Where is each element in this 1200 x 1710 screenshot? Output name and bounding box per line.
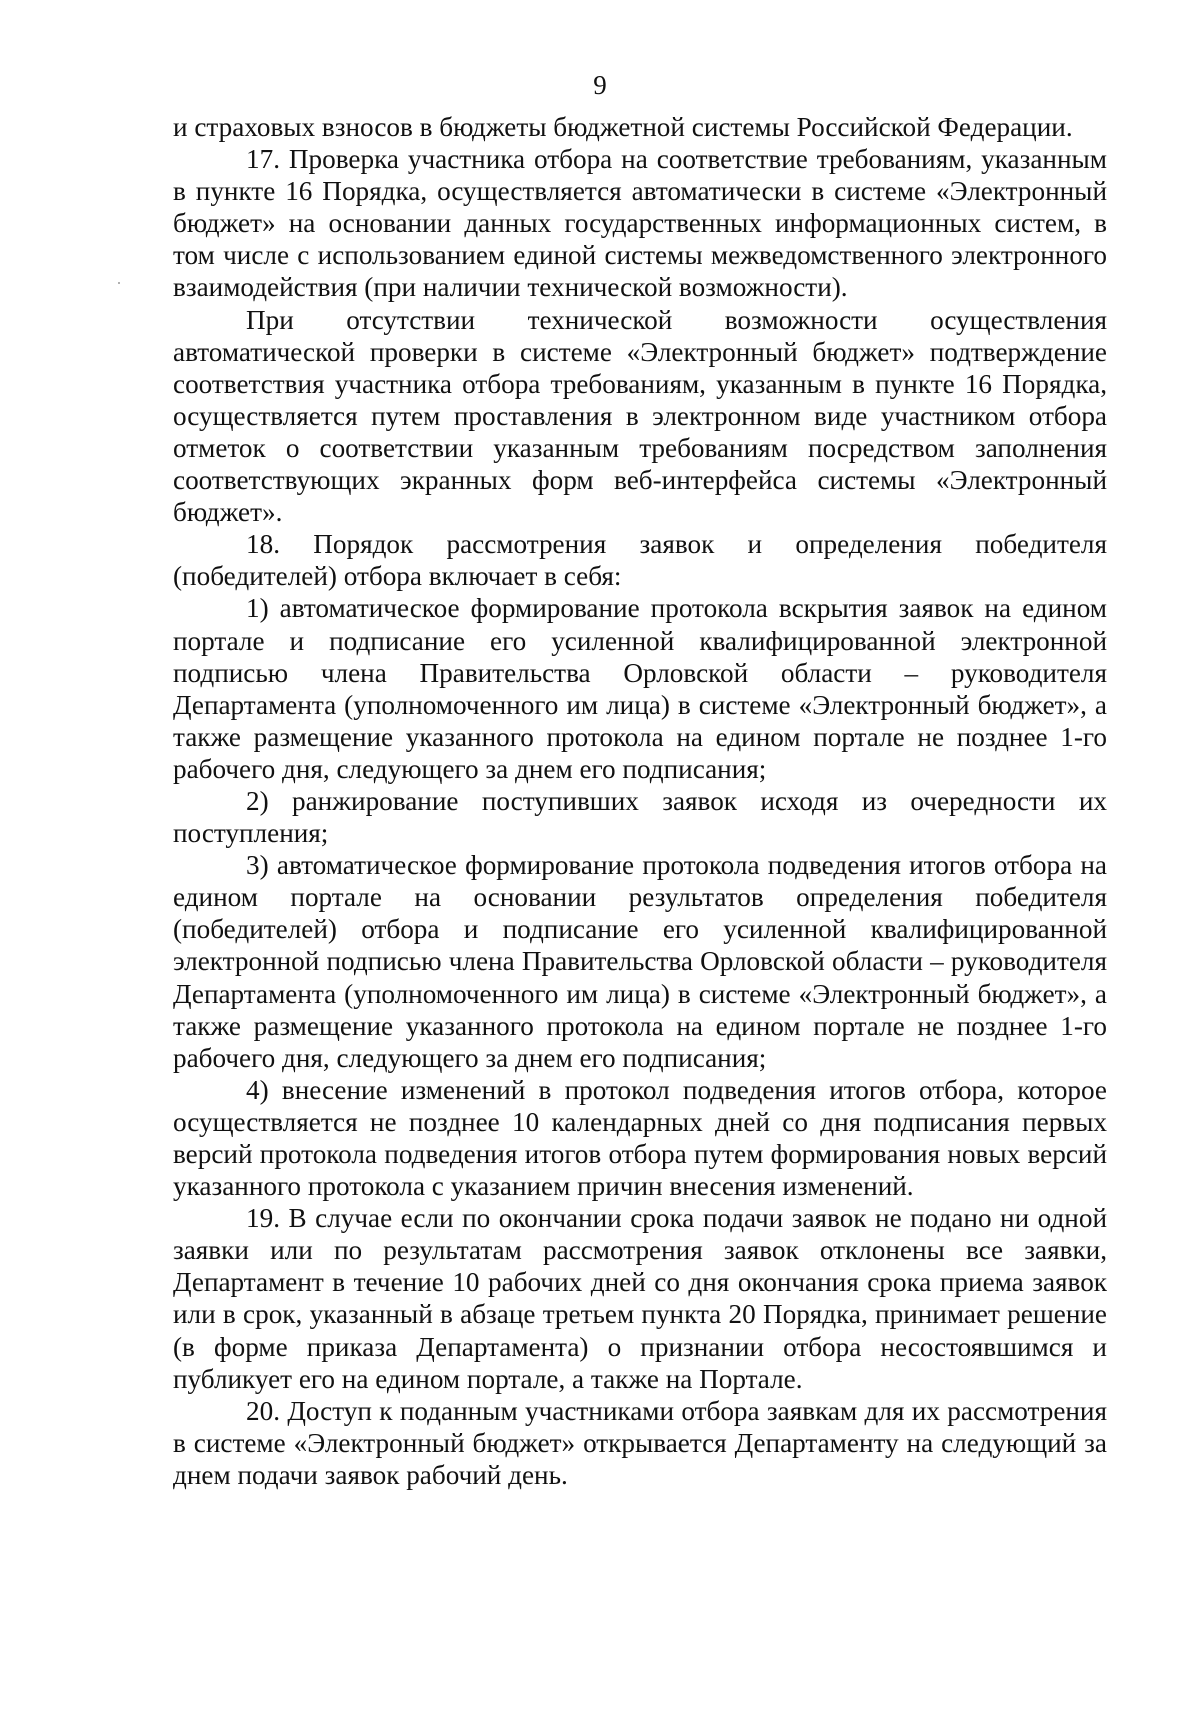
list-item-18-2: 2) ранжирование поступивших заявок исходя из очередности их поступления; bbox=[173, 785, 1107, 849]
paragraph-clause-17-manual-check: При отсутствии технической возможности осуществления автоматической проверки в системе «Электронный бюджет» подтверждение соответствия участника отбора требованиям, указанным в пункте 16 Порядка, осуществляется путем проставления в электронном виде участником отбора отметок о соответствии указанным требованиям посредством заполнения соответствующих экранных форм веб-интерфейса системы «Электронный бюджет». bbox=[173, 304, 1107, 528]
paragraph-clause-20: 20. Доступ к поданным участниками отбора заявкам для их рассмотрения в системе «Электронный бюджет» открывается Департаменту на следующий за днем подачи заявок рабочий день. bbox=[173, 1395, 1107, 1490]
paragraph-clause-18: 18. Порядок рассмотрения заявок и определения победителя (победителей) отбора включает в себя: bbox=[173, 529, 1107, 592]
paragraph-clause-17: 17. Проверка участника отбора на соответствие требованиям, указанным в пункте 16 Порядка, осуществляется автоматически в системе «Электронный бюджет» на основании данных государственных информационных систем, в том числе с использованием единой системы межведомственного электронного взаимодействия (при наличии технической возможности). bbox=[173, 144, 1107, 303]
paragraph-continuation: и страховых взносов в бюджеты бюджетной системы Российской Федерации. bbox=[173, 112, 1073, 142]
list-item-18-4: 4) внесение изменений в протокол подведения итогов отбора, которое осуществляется не позднее 10 календарных дней со дня подписания первых версий протокола подведения итогов отбора путем формирования новых версий указанного протокола с указанием причин внесения изменений. bbox=[173, 1074, 1107, 1202]
list-item-18-1: 1) автоматическое формирование протокола вскрытия заявок на едином портале и подписание его усиленной квалифицированной электронной подписью члена Правительства Орловской области – руководителя Департамента (уполномоченного им лица) в системе «Электронный бюджет», а также размещение указанного протокола на едином портале не позднее 1-го рабочего дня, следующего за днем его подписания; bbox=[173, 593, 1107, 784]
document-body bbox=[173, 111, 1107, 1491]
scan-speck bbox=[118, 282, 120, 284]
page-number: 9 bbox=[593, 70, 607, 100]
paragraph-clause-19: 19. В случае если по окончании срока подачи заявок не подано ни одной заявки или по результатам рассмотрения заявок отклонены все заявки, Департамент в течение 10 рабочих дней со дня окончания срока приема заявок или в срок, указанный в абзаце третьем пункта 20 Порядка, принимает решение (в форме приказа Департамента) о признании отбора несостоявшимся и публикует его на едином портале, а также на Портале. bbox=[173, 1203, 1107, 1394]
list-item-18-3: 3) автоматическое формирование протокола подведения итогов отбора на едином портале на основании результатов определения победителя (победителей) отбора и подписание его усиленной квалифицированной электронной подписью члена Правительства Орловской области – руководителя Департамента (уполномоченного им лица) в системе «Электронный бюджет», а также размещение указанного протокола на едином портале не позднее 1-го рабочего дня, следующего за днем его подписания; bbox=[173, 850, 1107, 1073]
